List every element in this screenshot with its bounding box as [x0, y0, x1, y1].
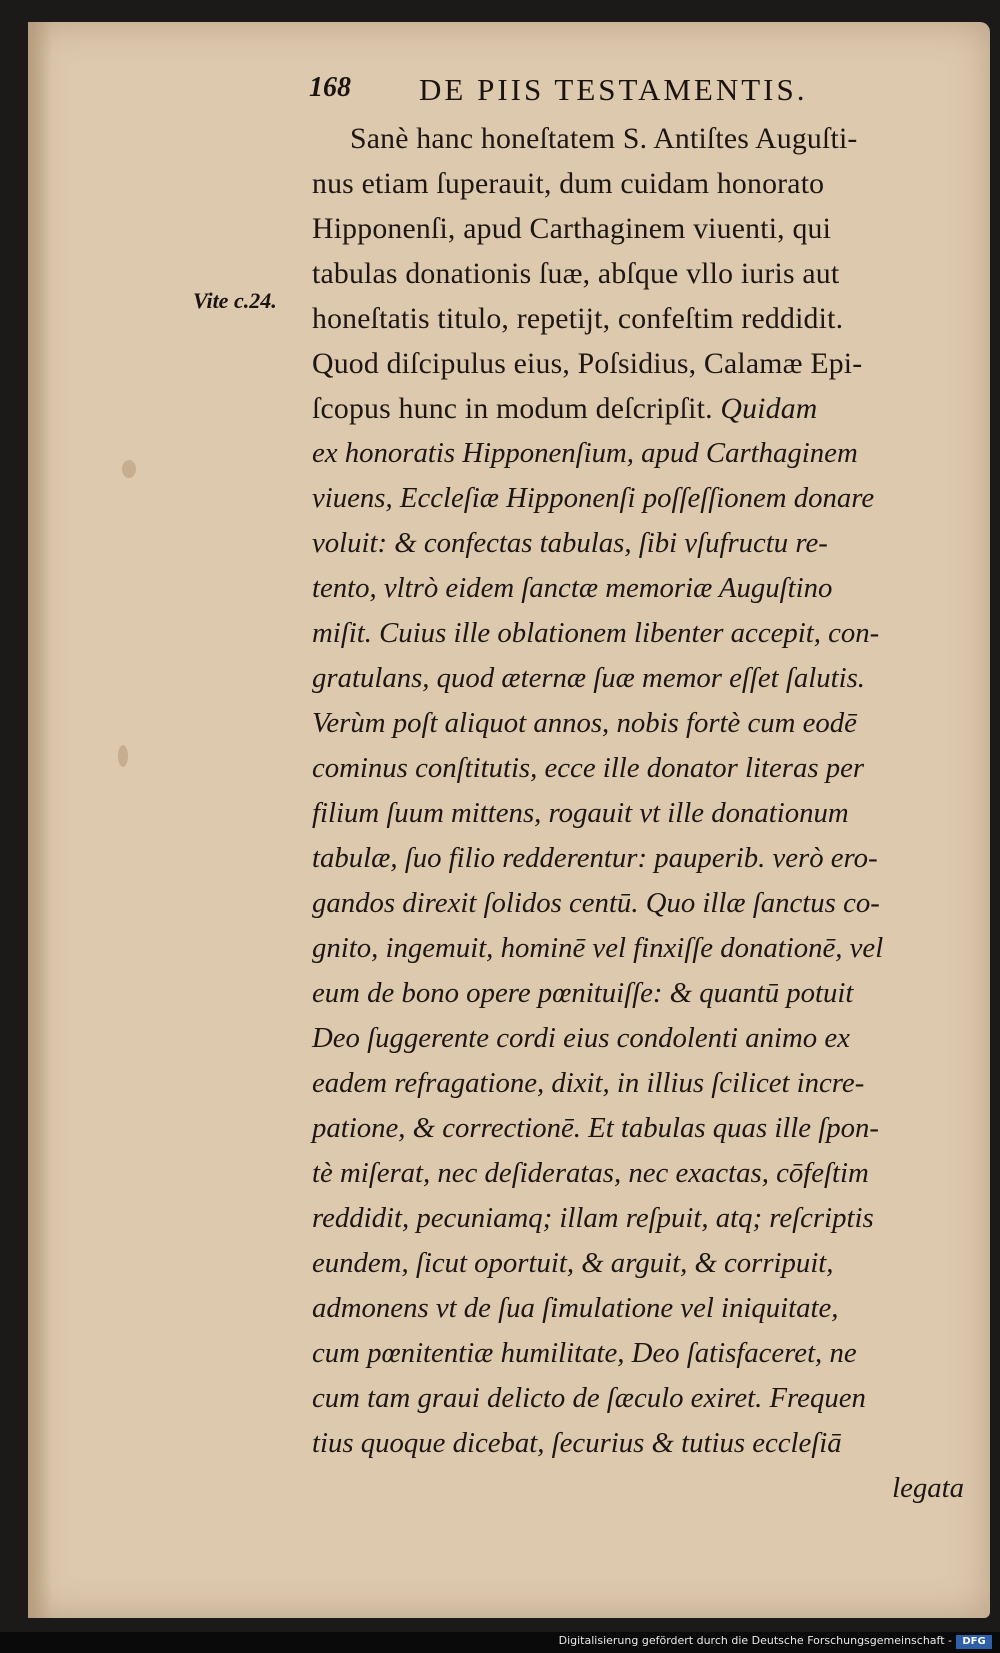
text-line — [312, 296, 972, 341]
text-line — [312, 251, 972, 296]
text-line-content: miſit. Cuius ille oblationem libenter accepit, con- — [312, 617, 880, 649]
text-line — [312, 926, 972, 971]
page-gutter-shadow — [28, 22, 52, 1618]
text-line — [312, 1196, 972, 1241]
text-line — [312, 701, 972, 746]
text-line — [312, 656, 972, 701]
text-line-content: tabulas donationis ſuæ, abſque vllo iuris aut — [312, 257, 840, 290]
body-text — [312, 116, 972, 1511]
text-line — [312, 1016, 972, 1061]
text-line-content: Verùm poſt aliquot annos, nobis fortè cum eodē — [312, 707, 857, 739]
text-line — [312, 1061, 972, 1106]
text-line-content: tius quoque dicebat, ſecurius & tutius eccleſiā — [312, 1427, 842, 1459]
page-header — [309, 72, 909, 116]
text-line — [312, 791, 972, 836]
text-line-content: Sanè hanc honeſtatem S. Antiſtes Auguſti- — [350, 122, 858, 155]
text-line — [312, 476, 972, 521]
text-line-content: ſcopus hunc in modum deſcripſit. — [312, 392, 713, 425]
text-line-content: voluit: & confectas tabulas, ſibi vſufructu re- — [312, 527, 828, 559]
text-line — [312, 836, 972, 881]
text-line-content: legata — [892, 1472, 964, 1504]
text-line-content: eum de bono opere pœnituiſſe: & quantū potuit — [312, 977, 854, 1009]
text-line-content: gratulans, quod æternæ ſuæ memor eſſet ſalutis. — [312, 662, 865, 694]
paper-stain — [118, 745, 128, 767]
text-line — [312, 611, 972, 656]
text-line-content: tabulæ, ſuo filio redderentur: pauperib. verò ero- — [312, 842, 878, 874]
text-line — [312, 521, 972, 566]
text-line-content: patione, & correctionē. Et tabulas quas ille ſpon- — [312, 1112, 879, 1144]
paper-stain — [122, 460, 136, 478]
text-line — [312, 161, 972, 206]
text-line — [312, 1376, 972, 1421]
running-head: DE PIIS TESTAMENTIS. — [419, 72, 808, 107]
text-line — [312, 746, 972, 791]
dfg-logo: DFG — [956, 1635, 992, 1649]
text-line-content: Hipponenſi, apud Carthaginem viuenti, qui — [312, 212, 832, 245]
text-line-content: tento, vltrò eidem ſanctæ memoriæ Auguſtino — [312, 572, 833, 604]
text-line — [312, 1331, 972, 1376]
text-line-content: tè miſerat, nec deſideratas, nec exactas, cōfeſtim — [312, 1157, 869, 1189]
text-line-content: cum tam graui delicto de ſæculo exiret. Frequen — [312, 1382, 866, 1414]
text-line-content: admonens vt de ſua ſimulatione vel iniquitate, — [312, 1292, 839, 1324]
text-line-content: ex honoratis Hipponenſium, apud Carthaginem — [312, 437, 858, 469]
text-line-content: reddidit, pecuniamq; illam reſpuit, atq; reſcriptis — [312, 1202, 874, 1234]
text-line — [312, 566, 972, 611]
margin-note: Vite c.24. — [193, 288, 277, 313]
text-line-content: eadem refragatione, dixit, in illius ſcilicet incre- — [312, 1067, 865, 1099]
text-line-content: nus etiam ſuperauit, dum cuidam honorato — [312, 167, 825, 200]
text-line-content: viuens, Eccleſiæ Hipponenſi poſſeſſionem donare — [312, 482, 875, 514]
text-line — [312, 206, 972, 251]
text-line-content: gnito, ingemuit, hominē vel finxiſſe donationē, vel — [312, 932, 884, 964]
text-line — [312, 1286, 972, 1331]
text-line — [312, 1466, 972, 1511]
text-line — [312, 1106, 972, 1151]
text-line — [312, 971, 972, 1016]
text-line — [312, 1241, 972, 1286]
funding-credit: Digitalisierung gefördert durch die Deutsche Forschungsgemeinschaft - — [558, 1634, 952, 1647]
text-line — [312, 1421, 972, 1466]
text-line — [312, 386, 972, 431]
text-line-tail: Quidam — [712, 392, 818, 425]
text-line — [312, 341, 972, 386]
text-line-content: cum pœnitentiæ humilitate, Deo ſatisfaceret, ne — [312, 1337, 857, 1369]
text-line-content: eundem, ſicut oportuit, & arguit, & corripuit, — [312, 1247, 834, 1279]
text-line — [312, 1151, 972, 1196]
page-number: 168 — [309, 72, 351, 103]
text-line-content: honeſtatis titulo, repetijt, confeſtim reddidit. — [312, 302, 844, 335]
text-line-content: gandos direxit ſolidos centū. Quo illæ ſanctus co- — [312, 887, 880, 919]
text-line-content: Quod diſcipulus eius, Poſsidius, Calamæ Epi- — [312, 347, 863, 380]
text-line-content: cominus conſtitutis, ecce ille donator literas per — [312, 752, 865, 784]
text-line — [312, 431, 972, 476]
text-line-content: filium ſuum mittens, rogauit vt ille donationum — [312, 797, 849, 829]
text-line-content: Deo ſuggerente cordi eius condolenti animo ex — [312, 1022, 850, 1054]
text-line — [312, 116, 972, 161]
text-line — [312, 881, 972, 926]
